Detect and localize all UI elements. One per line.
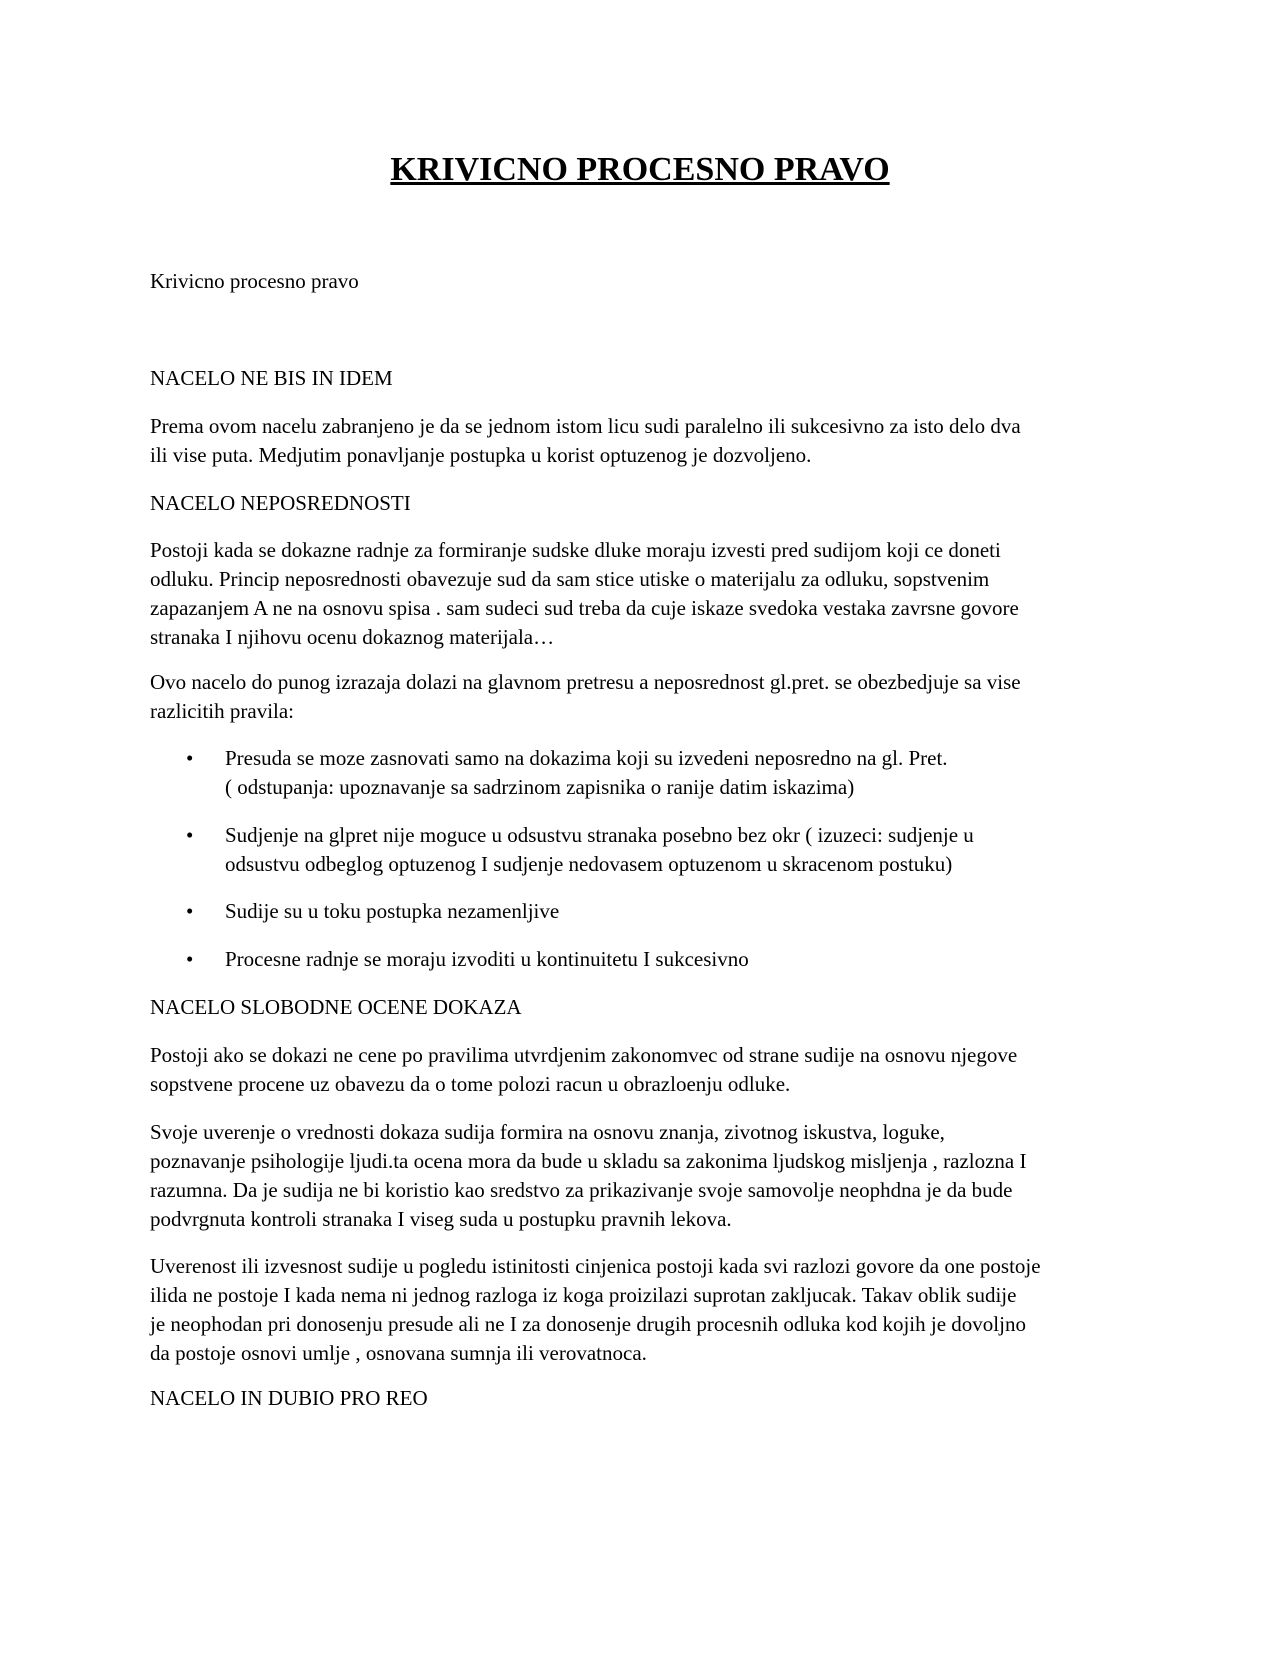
- paragraph-uverenost: [150, 1252, 1130, 1368]
- paragraph-line: zapazanjem A ne na osnovu spisa . sam sudeci sud treba da cuje iskaze svedoka vestaka zavrsne govore: [150, 596, 1019, 620]
- bullet-marker: •: [186, 899, 194, 923]
- bullet-item: [225, 821, 1125, 879]
- paragraph-pravila-intro: [150, 668, 1130, 726]
- bullet-line: odsustvu odbeglog optuzenog I sudjenje nedovasem optuzenom u skracenom postuku): [225, 852, 953, 876]
- paragraph-line: Uverenost ili izvesnost sudije u pogledu istinitosti cinjenica postoji kada svi razlozi govore da one postoje: [150, 1254, 1041, 1278]
- paragraph-ne-bis-in-idem: [150, 412, 1130, 470]
- paragraph-uverenje: [150, 1118, 1130, 1234]
- heading-neposrednosti: NACELO NEPOSREDNOSTI: [150, 491, 411, 515]
- bullet-item: [225, 897, 1125, 926]
- bullet-line: Presuda se moze zasnovati samo na dokazima koji su izvedeni neposredno na gl. Pret.: [225, 746, 948, 770]
- heading-ne-bis-in-idem: NACELO NE BIS IN IDEM: [150, 366, 393, 390]
- document-subtitle: Krivicno procesno pravo: [150, 269, 359, 293]
- paragraph-line: da postoje osnovi umlje , osnovana sumnja ili verovatnoca.: [150, 1341, 647, 1365]
- heading-in-dubio-pro-reo: NACELO IN DUBIO PRO REO: [150, 1386, 428, 1410]
- paragraph-line: ili vise puta. Medjutim ponavljanje postupka u korist optuzenog je dozvoljeno.: [150, 443, 812, 467]
- paragraph-line: podvrgnuta kontroli stranaka I viseg suda u postupku pravnih lekova.: [150, 1207, 732, 1231]
- bullet-marker: •: [186, 823, 194, 847]
- bullet-line: ( odstupanja: upoznavanje sa sadrzinom zapisnika o ranije datim iskazima): [225, 775, 855, 799]
- paragraph-line: Svoje uverenje o vrednosti dokaza sudija formira na osnovu znanja, zivotnog iskustva, loguke,: [150, 1120, 945, 1144]
- paragraph-line: Prema ovom nacelu zabranjeno je da se jednom istom licu sudi paralelno ili sukcesivno za isto delo dva: [150, 414, 1021, 438]
- paragraph-line: Postoji ako se dokazi ne cene po pravilima utvrdjenim zakonomvec od strane sudije na osnovu njegove: [150, 1043, 1018, 1067]
- paragraph-line: ilida ne postoje I kada nema ni jednog razloga iz koga proizilazi suprotan zakljucak. Takav oblik sudije: [150, 1283, 1017, 1307]
- bullet-item: [225, 744, 1125, 802]
- paragraph-line: Postoji kada se dokazne radnje za formiranje sudske dluke moraju izvesti pred sudijom koji ce doneti: [150, 538, 1001, 562]
- bullet-line: Procesne radnje se moraju izvoditi u kontinuitetu I sukcesivno: [225, 947, 749, 971]
- paragraph-line: Ovo nacelo do punog izrazaja dolazi na glavnom pretresu a neposrednost gl.pret. se obezbedjuje sa vise: [150, 670, 1021, 694]
- bullet-marker: •: [186, 947, 194, 971]
- paragraph-line: razlicitih pravila:: [150, 699, 295, 723]
- paragraph-line: sopstvene procene uz obavezu da o tome polozi racun u obrazloenju odluke.: [150, 1072, 791, 1096]
- bullet-item: [225, 945, 1125, 974]
- paragraph-line: poznavanje psihologije ljudi.ta ocena mora da bude u skladu sa zakonima ljudskog misljenja , razlozna I: [150, 1149, 1027, 1173]
- document-title: KRIVICNO PROCESNO PRAVO: [390, 151, 890, 188]
- paragraph-line: je neophodan pri donosenju presude ali ne I za donosenje drugih procesnih odluka kod kojih je dovoljno: [150, 1312, 1026, 1336]
- paragraph-neposrednosti: [150, 536, 1130, 652]
- bullet-marker: •: [186, 746, 194, 770]
- paragraph-line: stranaka I njihovu ocenu dokaznog materijala…: [150, 625, 555, 649]
- bullet-line: Sudije su u toku postupka nezamenljive: [225, 899, 560, 923]
- paragraph-slobodne-ocene: [150, 1041, 1130, 1099]
- paragraph-line: razumna. Da je sudija ne bi koristio kao sredstvo za prikazivanje svoje samovolje neophdna je da bude: [150, 1178, 1013, 1202]
- paragraph-line: odluku. Princip neposrednosti obavezuje sud da sam stice utiske o materijalu za odluku, sopstvenim: [150, 567, 990, 591]
- bullet-line: Sudjenje na glpret nije moguce u odsustvu stranaka posebno bez okr ( izuzeci: sudjenje u: [225, 823, 974, 847]
- heading-slobodne-ocene: NACELO SLOBODNE OCENE DOKAZA: [150, 995, 522, 1019]
